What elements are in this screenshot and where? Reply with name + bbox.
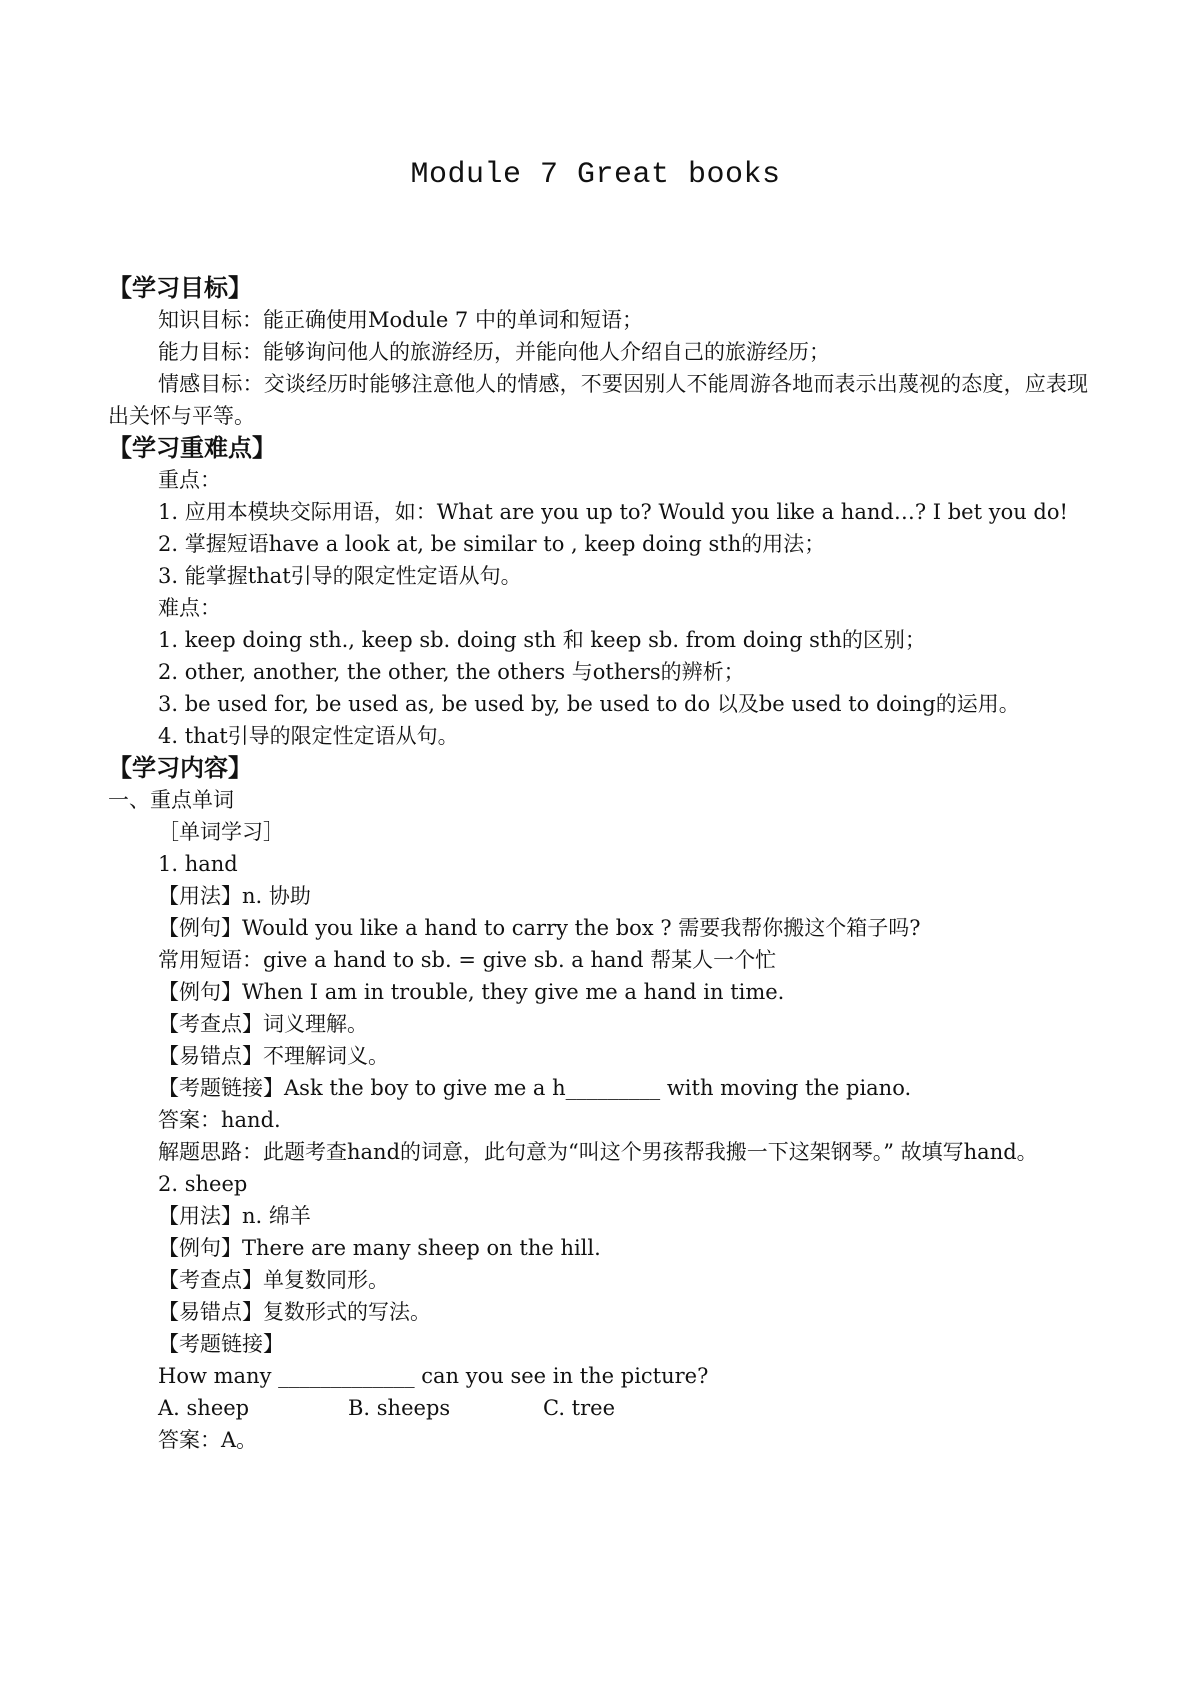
option-b: B. sheeps xyxy=(348,1396,451,1420)
word1-error-point: 【易错点】不理解词义。 xyxy=(158,1044,389,1068)
section-heading-goals: 【学习目标】 xyxy=(108,274,252,302)
difficult-label: 难点： xyxy=(158,596,221,620)
sub-heading: ［单词学习］ xyxy=(158,820,284,844)
word2-error-point: 【易错点】复数形式的写法。 xyxy=(158,1300,431,1324)
word1-example: 【例句】Would you like a hand to carry the box ? 需要我帮你搬这个箱子吗? xyxy=(158,916,921,940)
key-item-1: 1. 应用本模块交际用语，如：What are you up to? Would you like a hand…? I bet you do! xyxy=(158,500,1068,524)
word2-title: 2. sheep xyxy=(158,1172,248,1196)
option-c: C. tree xyxy=(543,1396,616,1420)
word2-example: 【例句】There are many sheep on the hill. xyxy=(158,1236,601,1260)
word1-title: 1. hand xyxy=(158,852,238,876)
word1-exam-link: 【考题链接】Ask the boy to give me a h_________ with moving the piano. xyxy=(158,1076,912,1100)
difficult-item-4: 4. that引导的限定性定语从句。 xyxy=(158,724,459,748)
word1-answer: 答案：hand. xyxy=(158,1108,281,1132)
word1-test-point: 【考查点】词义理解。 xyxy=(158,1012,368,1036)
difficult-item-2: 2. other, another, the other, the others 与others的辨析； xyxy=(158,660,745,684)
key-item-2: 2. 掌握短语have a look at, be similar to , keep doing sth的用法； xyxy=(158,532,826,556)
key-label: 重点： xyxy=(158,468,221,492)
goal-emotion: 情感目标：交谈经历时能够注意他人的情感，不要因别人不能周游各地而表示出蔑视的态度，应表现出关怀与平等。 xyxy=(108,372,1088,428)
difficult-item-1: 1. keep doing sth., keep sb. doing sth 和 keep sb. from doing sth的区别； xyxy=(158,628,926,652)
word1-explanation: 解题思路：此题考查hand的词意，此句意为“叫这个男孩帮我搬一下这架钢琴。” 故填写hand。 xyxy=(158,1140,1038,1164)
word2-options xyxy=(108,1392,1088,1424)
section-heading-content: 【学习内容】 xyxy=(108,754,252,782)
goal-knowledge: 知识目标：能正确使用Module 7 中的单词和短语； xyxy=(158,308,643,332)
difficult-item-3: 3. be used for, be used as, be used by, be used to do 以及be used to doing的运用。 xyxy=(158,692,1020,716)
word1-example2: 【例句】When I am in trouble, they give me a hand in time. xyxy=(158,980,785,1004)
word2-usage: 【用法】n. 绵羊 xyxy=(158,1204,311,1228)
word2-question: How many _____________ can you see in the picture? xyxy=(158,1364,709,1388)
page-title: Module 7 Great books xyxy=(410,158,781,192)
key-item-3: 3. 能掌握that引导的限定性定语从句。 xyxy=(158,564,522,588)
word1-usage: 【用法】n. 协助 xyxy=(158,884,311,908)
option-a: A. sheep xyxy=(158,1396,250,1420)
word1-phrase: 常用短语：give a hand to sb. = give sb. a hand 帮某人一个忙 xyxy=(158,948,777,972)
goal-ability: 能力目标：能够询问他人的旅游经历，并能向他人介绍自己的旅游经历； xyxy=(158,340,830,364)
word2-test-point: 【考查点】单复数同形。 xyxy=(158,1268,389,1292)
document-body xyxy=(108,272,1088,1456)
word2-exam-link: 【考题链接】 xyxy=(158,1332,284,1356)
word2-answer: 答案：A。 xyxy=(158,1428,258,1452)
section-heading-key-points: 【学习重难点】 xyxy=(108,434,276,462)
part-heading: 一、重点单词 xyxy=(108,788,234,812)
